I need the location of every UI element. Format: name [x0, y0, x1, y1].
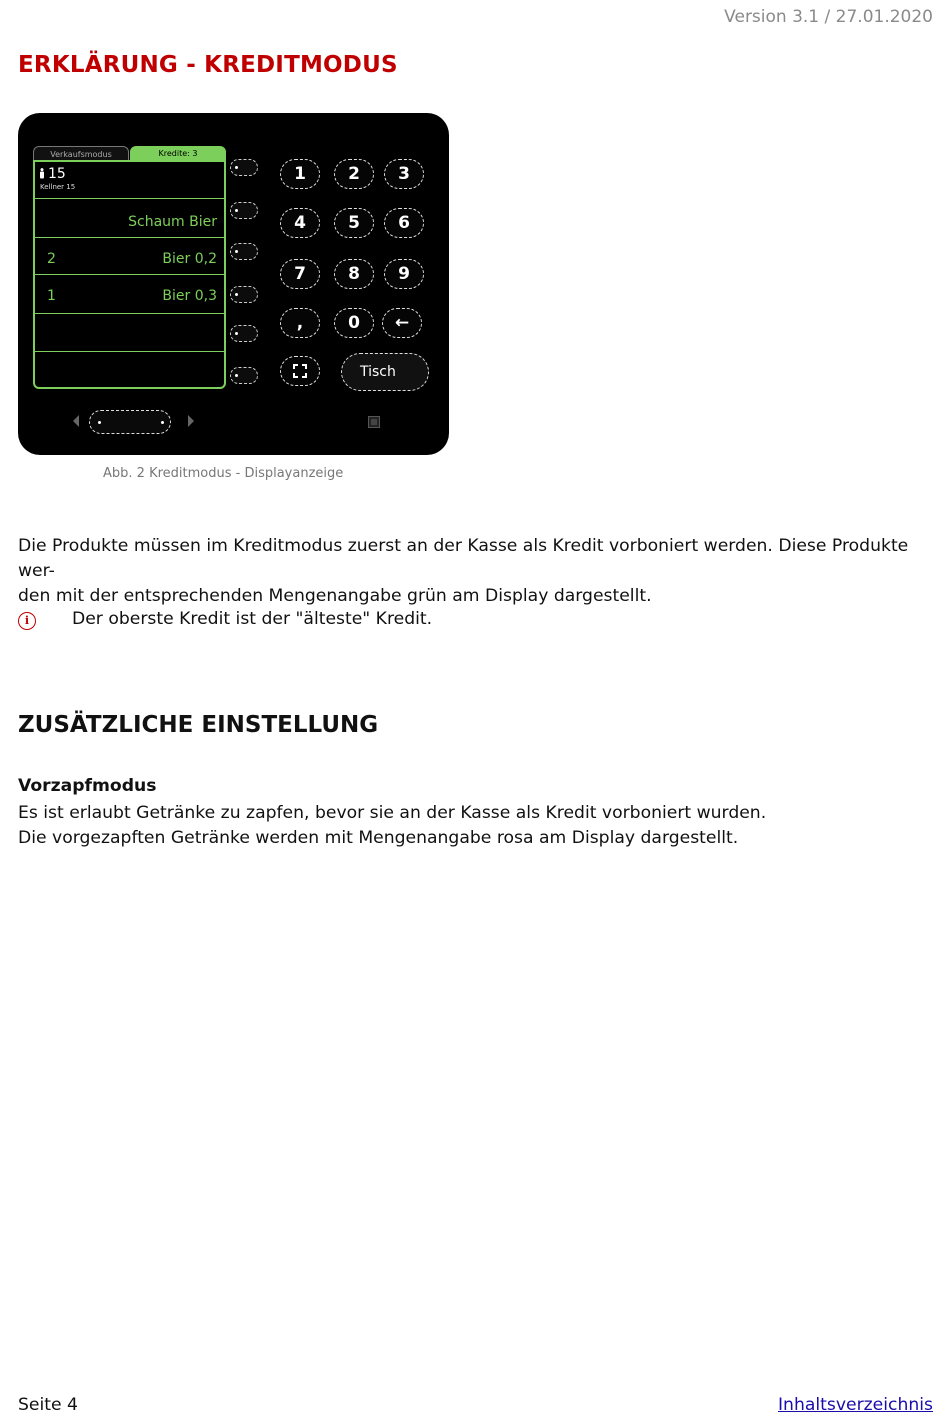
table-number: [39, 166, 66, 182]
key-3[interactable]: 3: [384, 159, 424, 189]
side-softkey-3[interactable]: [230, 243, 258, 260]
product-qty: 2: [47, 251, 56, 267]
paragraph-line: Die vorgezapften Getränke werden mit Mengenangabe rosa am Display dargestellt.: [18, 828, 739, 848]
info-icon: i: [18, 612, 36, 630]
nav-scroll-button[interactable]: [89, 410, 171, 434]
chevron-left-icon[interactable]: [73, 415, 79, 427]
page-number: Seite 4: [18, 1395, 78, 1415]
list-item[interactable]: [35, 199, 224, 238]
fullscreen-key[interactable]: [280, 356, 320, 386]
tab-verkaufsmodus[interactable]: Verkaufsmodus: [33, 146, 129, 162]
waiter-label: Kellner 15: [40, 183, 76, 191]
paragraph-line: Es ist erlaubt Getränke zu zapfen, bevor sie an der Kasse als Kredit vorboniert wurden.: [18, 803, 767, 823]
key-7[interactable]: 7: [280, 259, 320, 289]
stop-icon[interactable]: [368, 416, 380, 428]
product-name: Bier 0,3: [162, 288, 217, 304]
side-softkey-1[interactable]: [230, 159, 258, 176]
side-softkey-6[interactable]: [230, 367, 258, 384]
figure-caption: Abb. 2 Kreditmodus - Displayanzeige: [103, 466, 344, 481]
paragraph-line: den mit der entsprechenden Mengenangabe grün am Display dargestellt.: [18, 586, 652, 606]
credit-list: [33, 160, 226, 389]
version-label: Version 3.1 / 27.01.2020: [724, 7, 933, 27]
table-button[interactable]: Tisch: [341, 353, 429, 391]
section-title-kreditmodus: ERKLÄRUNG - KREDITMODUS: [18, 52, 398, 78]
display-figure: [18, 113, 449, 455]
paragraph-credit-mode: [18, 534, 938, 609]
paragraph-line: Die Produkte müssen im Kreditmodus zuerst an der Kasse als Kredit vorboniert werden. Diese Produkte wer-: [18, 536, 909, 581]
side-softkey-4[interactable]: [230, 286, 258, 303]
table-number-value: 15: [48, 166, 66, 182]
key-1[interactable]: 1: [280, 159, 320, 189]
chevron-right-icon[interactable]: [188, 415, 194, 427]
key-2[interactable]: 2: [334, 159, 374, 189]
product-name: Bier 0,2: [162, 251, 217, 267]
product-qty: 1: [47, 288, 56, 304]
key-5[interactable]: 5: [334, 208, 374, 238]
list-item[interactable]: [35, 275, 224, 314]
tab-kredite[interactable]: Kredite: 3: [130, 146, 226, 162]
key-comma[interactable]: ,: [280, 308, 320, 338]
list-item-empty: [35, 352, 224, 389]
list-item-empty: [35, 314, 224, 352]
key-4[interactable]: 4: [280, 208, 320, 238]
key-8[interactable]: 8: [334, 259, 374, 289]
subheading-vorzapfmodus: Vorzapfmodus: [18, 776, 157, 796]
product-name: Schaum Bier: [128, 214, 217, 230]
side-softkey-2[interactable]: [230, 202, 258, 219]
list-item[interactable]: [35, 238, 224, 275]
person-icon: [39, 168, 45, 179]
toc-link[interactable]: Inhaltsverzeichnis: [777, 1395, 933, 1415]
fullscreen-icon: [293, 364, 307, 378]
key-6[interactable]: 6: [384, 208, 424, 238]
side-softkey-5[interactable]: [230, 325, 258, 342]
key-0[interactable]: 0: [334, 308, 374, 338]
info-note: Der oberste Kredit ist der "älteste" Kredit.: [72, 609, 433, 629]
paragraph-vorzapfmodus: [18, 801, 938, 851]
section-title-settings: ZUSÄTZLICHE EINSTELLUNG: [18, 712, 379, 738]
backspace-icon[interactable]: ←: [382, 308, 422, 338]
key-9[interactable]: 9: [384, 259, 424, 289]
list-header: [35, 162, 224, 199]
